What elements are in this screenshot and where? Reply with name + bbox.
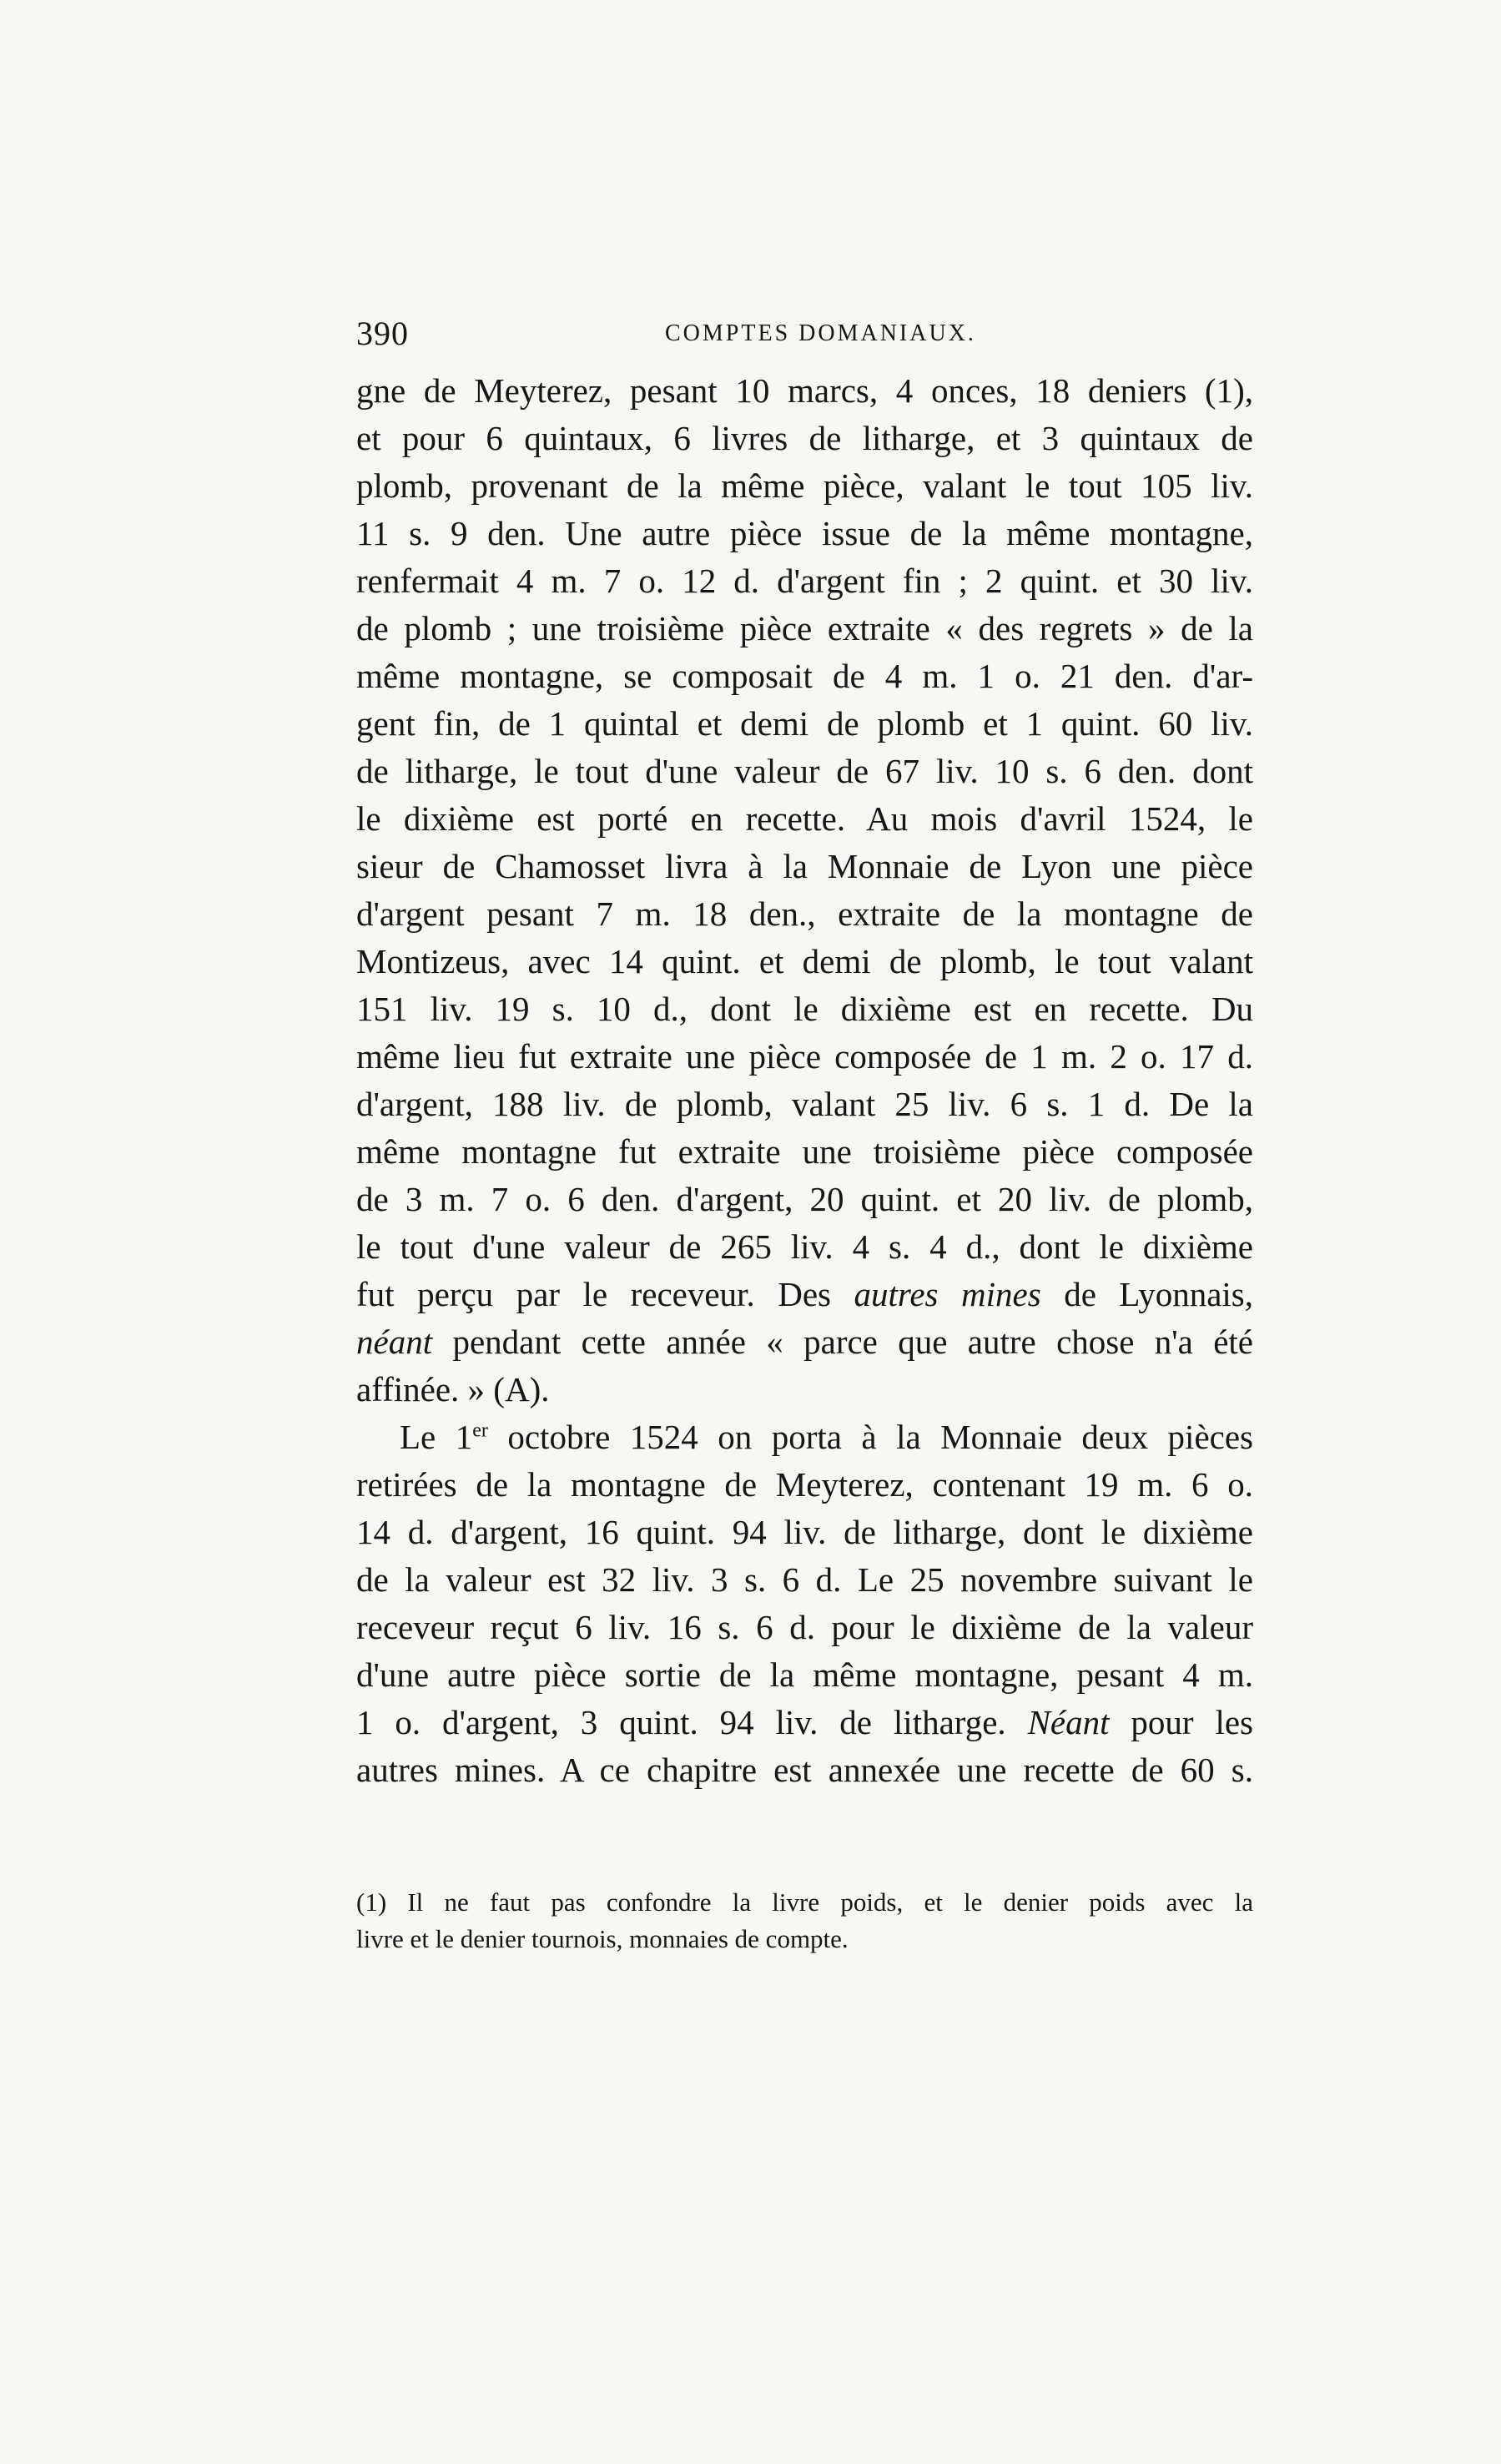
text-segment: octobre 1524 on porta à la Monnaie deux pièces: [507, 1418, 1253, 1456]
text-line: affinée. » (A).: [356, 1370, 550, 1408]
text-line: 151 liv. 19 s. 10 d., dont le dixième est en recette. Du: [356, 990, 1253, 1028]
text-line: retirées de la montagne de Meyterez, contenant 19 m. 6 o.: [356, 1465, 1253, 1504]
superscript: er: [472, 1419, 488, 1442]
text-line: le tout d'une valeur de 265 liv. 4 s. 4 d., dont le dixième: [356, 1227, 1253, 1266]
text-line: [356, 1271, 1253, 1318]
text-line: d'argent pesant 7 m. 18 den., extraite de la montagne de: [356, 894, 1253, 933]
text-line: [356, 1699, 1253, 1746]
text-line: gent fin, de 1 quintal et demi de plomb et 1 quint. 60 liv.: [356, 704, 1253, 743]
text-segment: de Lyonnais,: [1064, 1275, 1254, 1313]
italic-text: autres mines: [854, 1275, 1041, 1313]
page-number: 390: [356, 315, 409, 352]
text-line: de plomb ; une troisième pièce extraite « des regrets » de la: [356, 609, 1253, 647]
text-line: autres mines. A ce chapitre est annexée une recette de 60 s.: [356, 1751, 1253, 1789]
page-header: [356, 314, 1249, 355]
footnotes: [356, 1884, 1253, 1958]
italic-text: néant: [356, 1323, 433, 1361]
text-segment: Le 1: [400, 1418, 473, 1456]
text-line: sieur de Chamosset livra à la Monnaie de Lyon une pièce: [356, 847, 1253, 885]
running-title: COMPTES DOMANIAUX.: [665, 320, 976, 346]
italic-text: Néant: [1027, 1703, 1110, 1741]
text-line: 11 s. 9 den. Une autre pièce issue de la même montagne,: [356, 514, 1253, 552]
body-text: [356, 367, 1253, 1794]
text-line: même montagne, se composait de 4 m. 1 o. 21 den. d'ar-: [356, 657, 1253, 695]
text-segment: 1 o. d'argent, 3 quint. 94 liv. de litharge.: [356, 1703, 1006, 1741]
text-line: de litharge, le tout d'une valeur de 67 liv. 10 s. 6 den. dont: [356, 752, 1253, 790]
text-line: gne de Meyterez, pesant 10 marcs, 4 onces, 18 deniers (1),: [356, 371, 1253, 410]
text-line: d'argent, 188 liv. de plomb, valant 25 liv. 6 s. 1 d. De la: [356, 1085, 1253, 1123]
text-line: [356, 1413, 1253, 1461]
text-line: de 3 m. 7 o. 6 den. d'argent, 20 quint. et 20 liv. de plomb,: [356, 1180, 1253, 1218]
text-line: receveur reçut 6 liv. 16 s. 6 d. pour le dixième de la valeur: [356, 1608, 1253, 1646]
text-line: même lieu fut extraite une pièce composée de 1 m. 2 o. 17 d.: [356, 1037, 1253, 1076]
text-line: le dixième est porté en recette. Au mois d'avril 1524, le: [356, 799, 1253, 838]
text-line: plomb, provenant de la même pièce, valant le tout 105 liv.: [356, 466, 1253, 505]
text-segment: pendant cette année « parce que autre chose n'a été: [452, 1323, 1253, 1361]
text-segment: fut perçu par le receveur. Des: [356, 1275, 831, 1313]
text-line: d'une autre pièce sortie de la même montagne, pesant 4 m.: [356, 1655, 1253, 1694]
text-line: Montizeus, avec 14 quint. et demi de plomb, le tout valant: [356, 942, 1253, 980]
footnote-line: livre et le denier tournois, monnaies de compte.: [356, 1924, 849, 1953]
text-line: 14 d. d'argent, 16 quint. 94 liv. de litharge, dont le dixième: [356, 1513, 1253, 1551]
text-line: de la valeur est 32 liv. 3 s. 6 d. Le 25 novembre suivant le: [356, 1560, 1253, 1599]
text-line: même montagne fut extraite une troisième pièce composée: [356, 1132, 1253, 1171]
text-line: renfermait 4 m. 7 o. 12 d. d'argent fin ; 2 quint. et 30 liv.: [356, 562, 1253, 600]
text-segment: pour les: [1131, 1703, 1254, 1741]
text-line: [356, 1318, 1253, 1366]
text-line: et pour 6 quintaux, 6 livres de litharge, et 3 quintaux de: [356, 419, 1253, 457]
footnote-line: (1) Il ne faut pas confondre la livre poids, et le denier poids avec la: [356, 1887, 1253, 1917]
